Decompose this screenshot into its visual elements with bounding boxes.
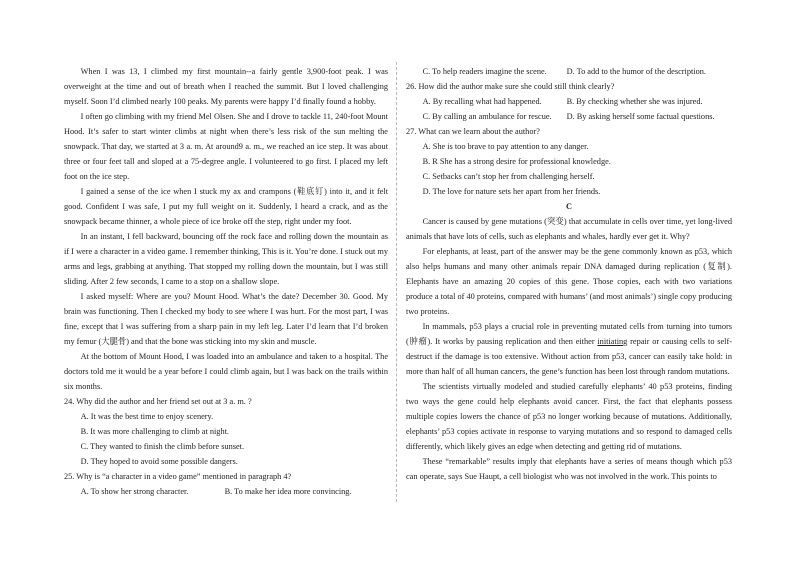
- question-25-option-d: D. To add to the humor of the description.: [566, 67, 706, 76]
- question-26-option-a: A. By recalling what had happened.: [422, 97, 542, 106]
- passage-c-paragraph-1: Cancer is caused by gene mutations (突变) that accumulate in cells over time, yet long-lived animals that have lots of cells, such as elephants and whales, hardly ever get it. Why?: [406, 217, 732, 241]
- underlined-word-initiating: initiating: [597, 337, 628, 346]
- question-27-option-a: A. She is too brave to pay attention to any danger.: [422, 142, 589, 151]
- question-25-options-ab: [81, 484, 388, 499]
- question-24-stem: 24. Why did the author and her friend set out at 3 a. m. ?: [64, 397, 252, 406]
- question-24-option-a: A. It was the best time to enjoy scenery.: [80, 412, 214, 421]
- question-24-option-c: C. They wanted to finish the climb before sunset.: [80, 442, 245, 451]
- question-26-options-ab: [423, 94, 732, 109]
- question-24-option-d: D. They hoped to avoid some possible dangers.: [80, 457, 238, 466]
- left-column: [64, 64, 388, 499]
- question-26-option-c: C. By calling an ambulance for rescue.: [422, 112, 552, 121]
- question-25-option-a: A. To show her strong character.: [80, 487, 189, 496]
- passage-paragraph-2: I often go climbing with my friend Mel Olsen. She and I drove to tackle 11, 240-foot Mount Hood. It’s safer to start winter climbs at night when there’s less risk of the sun melting the snowpack. That day, we started at 3 a. m. At around9 a. m., we reached an ice step. It was about three or four feet tall and sloped at a 75-degree angle. I volunteered to go first. I placed my left foot on the ice step.: [64, 112, 388, 181]
- question-26-stem: 26. How did the author make sure she could still think clearly?: [406, 82, 615, 91]
- section-heading-c: C: [566, 202, 572, 211]
- passage-c-p3-text-after: repair or causing cells to self-destruct if the damage is too extensive. Without action from p53, cancer can easily take hold: in more than half of all human cancers, the gene’s function has been lost through random mutations.: [406, 337, 732, 376]
- passage-c-paragraph-4: The scientists virtually modeled and studied carefully elephants’ 40 p53 proteins, finding two ways the gene could help elephants avoid cancer. First, the fact that elephants possess multiple copies lowers the chance of p53 no longer working because of mutations. Additionally, elephants’ p53 copies activate in response to varying mutations and so respond to damaged cells differently, which likely gives an edge when detecting and getting rid of mutations.: [406, 382, 732, 451]
- question-25-stem: 25. Why is “a character in a video game” mentioned in paragraph 4?: [64, 472, 292, 481]
- question-27-stem: 27. What can we learn about the author?: [406, 127, 540, 136]
- question-27-option-b: B. R She has a strong desire for professional knowledge.: [422, 157, 611, 166]
- question-27-option-c: C. Setbacks can’t stop her from challenging herself.: [422, 172, 595, 181]
- question-26-options-cd: [423, 109, 732, 124]
- right-column: [406, 64, 732, 484]
- question-26-option-b: B. By checking whether she was injured.: [566, 97, 703, 106]
- question-25-options-cd: [423, 64, 732, 79]
- passage-paragraph-4: In an instant, I fell backward, bouncing off the rock face and rolling down the mountain as if I were a character in a video game. I remember thinking, This is it. You’re done. I stuck out my arms and legs, grabbing at anything. That stopped my rolling down the mountain, but I was still sliding. After 2 few seconds, I came to a stop on a shallow slope.: [64, 232, 388, 286]
- question-25-option-c: C. To help readers imagine the scene.: [422, 67, 547, 76]
- column-divider: [396, 62, 397, 502]
- question-24-option-b: B. It was more challenging to climb at night.: [80, 427, 229, 436]
- passage-c-paragraph-2: For elephants, at least, part of the answer may be the gene commonly known as p53, which also helps humans and many other animals repair DNA damaged during replication (复制). Elephants have an amazing 20 copies of this gene. Those copies, each with two variations produce a total of 40 proteins, compared with humans’ (and most animals’) single copy producing two proteins.: [406, 247, 732, 316]
- passage-c-paragraph-3: [406, 319, 732, 379]
- passage-paragraph-5: I asked myself: Where are you? Mount Hood. What’s the date? December 30. Good. My brain was functioning. Then I checked my body to see where I was hurt. For the most part, I was fine, except that I was suffering from a sharp pain in my left leg. Later I’d learn that I’d broken my femur (大腿骨) and that the bone was sticking into my skin and muscle.: [64, 292, 388, 346]
- passage-paragraph-3: I gained a sense of the ice when I stuck my ax and crampons (鞋底钉) into it, and it felt good. Confident I was safe, I put my full weight on it. Suddenly, I heard a crack, and as the snowpack became thinner, a whole piece of ice broke off the step, right under my foot.: [64, 187, 388, 226]
- passage-c-p3-text-before: In mammals, p53 plays a crucial role in preventing mutated cells from turning into tumors (肿瘤). It works by pausing replication and then either: [406, 322, 732, 346]
- passage-paragraph-1: When I was 13, I climbed my first mountain--a fairly gentle 3,900-foot peak. I was overweight at the time and out of breath when I reached the summit. But I loved challenging myself. Soon I’d climbed nearly 100 peaks. My parents were happy I’d finally found a hobby.: [64, 67, 388, 106]
- passage-c-paragraph-5: These “remarkable” results imply that elephants have a series of means though which p53 can operate, says Sue Haupt, a cell biologist who was not involved in the work. This points to: [406, 457, 732, 481]
- question-25-option-b: B. To make her idea more convincing.: [224, 487, 352, 496]
- question-26-option-d: D. By asking herself some factual questions.: [566, 112, 715, 121]
- question-27-option-d: D. The love for nature sets her apart from her friends.: [422, 187, 601, 196]
- passage-paragraph-6: At the bottom of Mount Hood, I was loaded into an ambulance and taken to a hospital. The doctors told me it would be a year before I could climb again, but I was back on the trails within six months.: [64, 352, 388, 391]
